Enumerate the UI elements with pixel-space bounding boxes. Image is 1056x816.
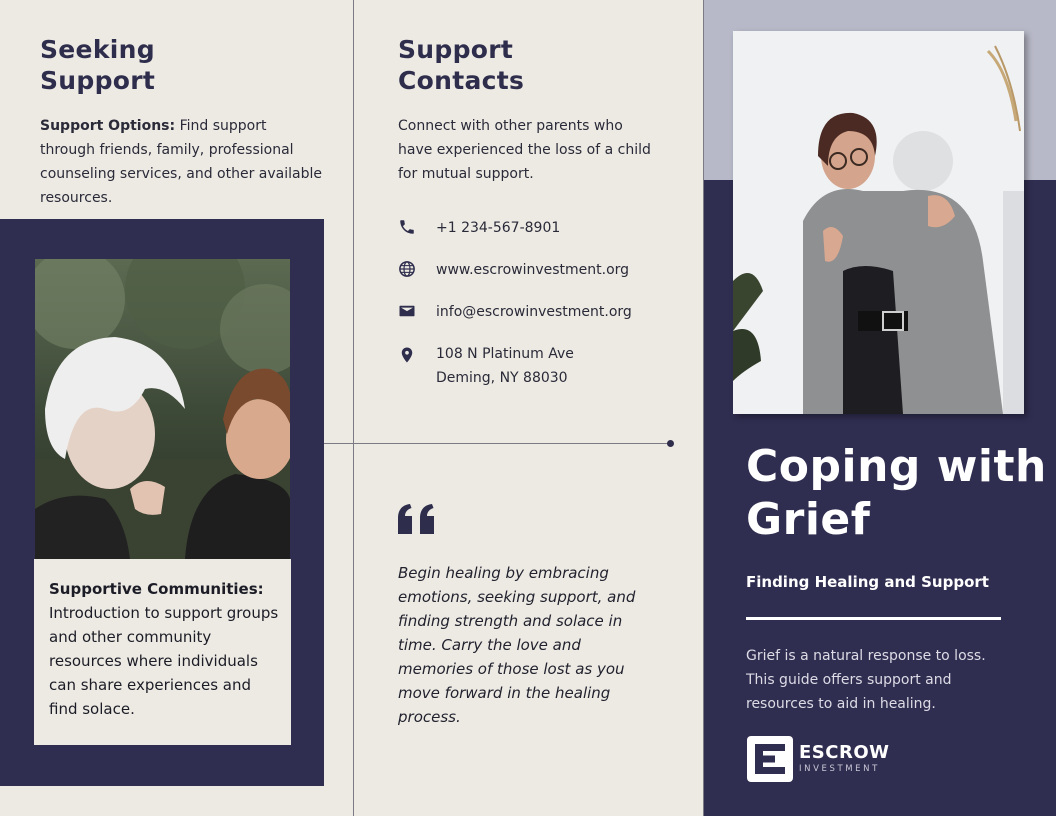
connector-dot	[667, 440, 674, 447]
contact-phone[interactable]: +1 234-567-8901	[436, 220, 561, 236]
middle-heading	[398, 34, 524, 96]
escrow-logo[interactable]	[747, 736, 890, 782]
contact-email-row	[398, 300, 632, 324]
left-heading	[40, 34, 155, 96]
healing-quote: Begin healing by embracing emotions, seeking support, and finding strength and solace in time. Carry the love and memories of those lost as you move forward in the healing process.	[398, 564, 636, 726]
escrow-logo-name: ESCROW	[799, 742, 890, 763]
middle-heading-line1: Support	[398, 35, 514, 64]
phone-icon	[398, 218, 416, 236]
main-title-line2: Grief	[746, 494, 871, 545]
main-title	[746, 440, 1047, 546]
subtitle-rule	[746, 617, 1001, 620]
escrow-logo-sub: INVESTMENT	[799, 764, 880, 774]
quote-mark-text	[0, 0, 1, 1]
horizontal-connector-line	[324, 443, 670, 444]
women-consoling-photo	[35, 259, 290, 559]
escrow-logo-text	[799, 743, 890, 775]
location-pin-icon	[398, 346, 416, 364]
globe-icon	[398, 260, 416, 278]
quote-icon	[398, 504, 438, 534]
description: Grief is a natural response to loss. This guide offers support and resources to aid in healing.	[746, 648, 986, 712]
mail-icon	[398, 302, 416, 320]
contact-address-line2: Deming, NY 88030	[436, 370, 568, 386]
left-heading-line2: Support	[40, 66, 156, 95]
contact-address-line1: 108 N Platinum Ave	[436, 346, 574, 362]
main-title-line1: Coping with	[746, 441, 1047, 492]
contact-website-row	[398, 258, 629, 282]
left-heading-line1: Seeking	[40, 35, 155, 64]
contact-email[interactable]: info@escrowinvestment.org	[436, 304, 632, 320]
communities-paragraph	[49, 577, 279, 721]
escrow-logo-icon	[747, 736, 793, 782]
communities-text: Introduction to support groups and other community resources where individuals can share experiences and find solace.	[49, 604, 279, 718]
contact-phone-row	[398, 216, 560, 240]
support-options-label: Support Options:	[40, 118, 176, 134]
communities-label: Supportive Communities:	[49, 580, 264, 598]
contacts-intro: Connect with other parents who have experienced the loss of a child for mutual support.	[398, 118, 651, 182]
support-options-paragraph	[40, 114, 325, 210]
left-panel-divider	[353, 0, 354, 816]
contact-website[interactable]: www.escrowinvestment.org	[436, 262, 630, 278]
woman-grief-photo	[733, 31, 1024, 414]
subtitle: Finding Healing and Support	[746, 573, 989, 591]
contact-address	[436, 342, 574, 390]
contact-address-row	[398, 342, 574, 390]
middle-heading-line2: Contacts	[398, 66, 525, 95]
support-options-text: Find support through friends, family, professional counseling services, and other available resources.	[40, 118, 322, 206]
